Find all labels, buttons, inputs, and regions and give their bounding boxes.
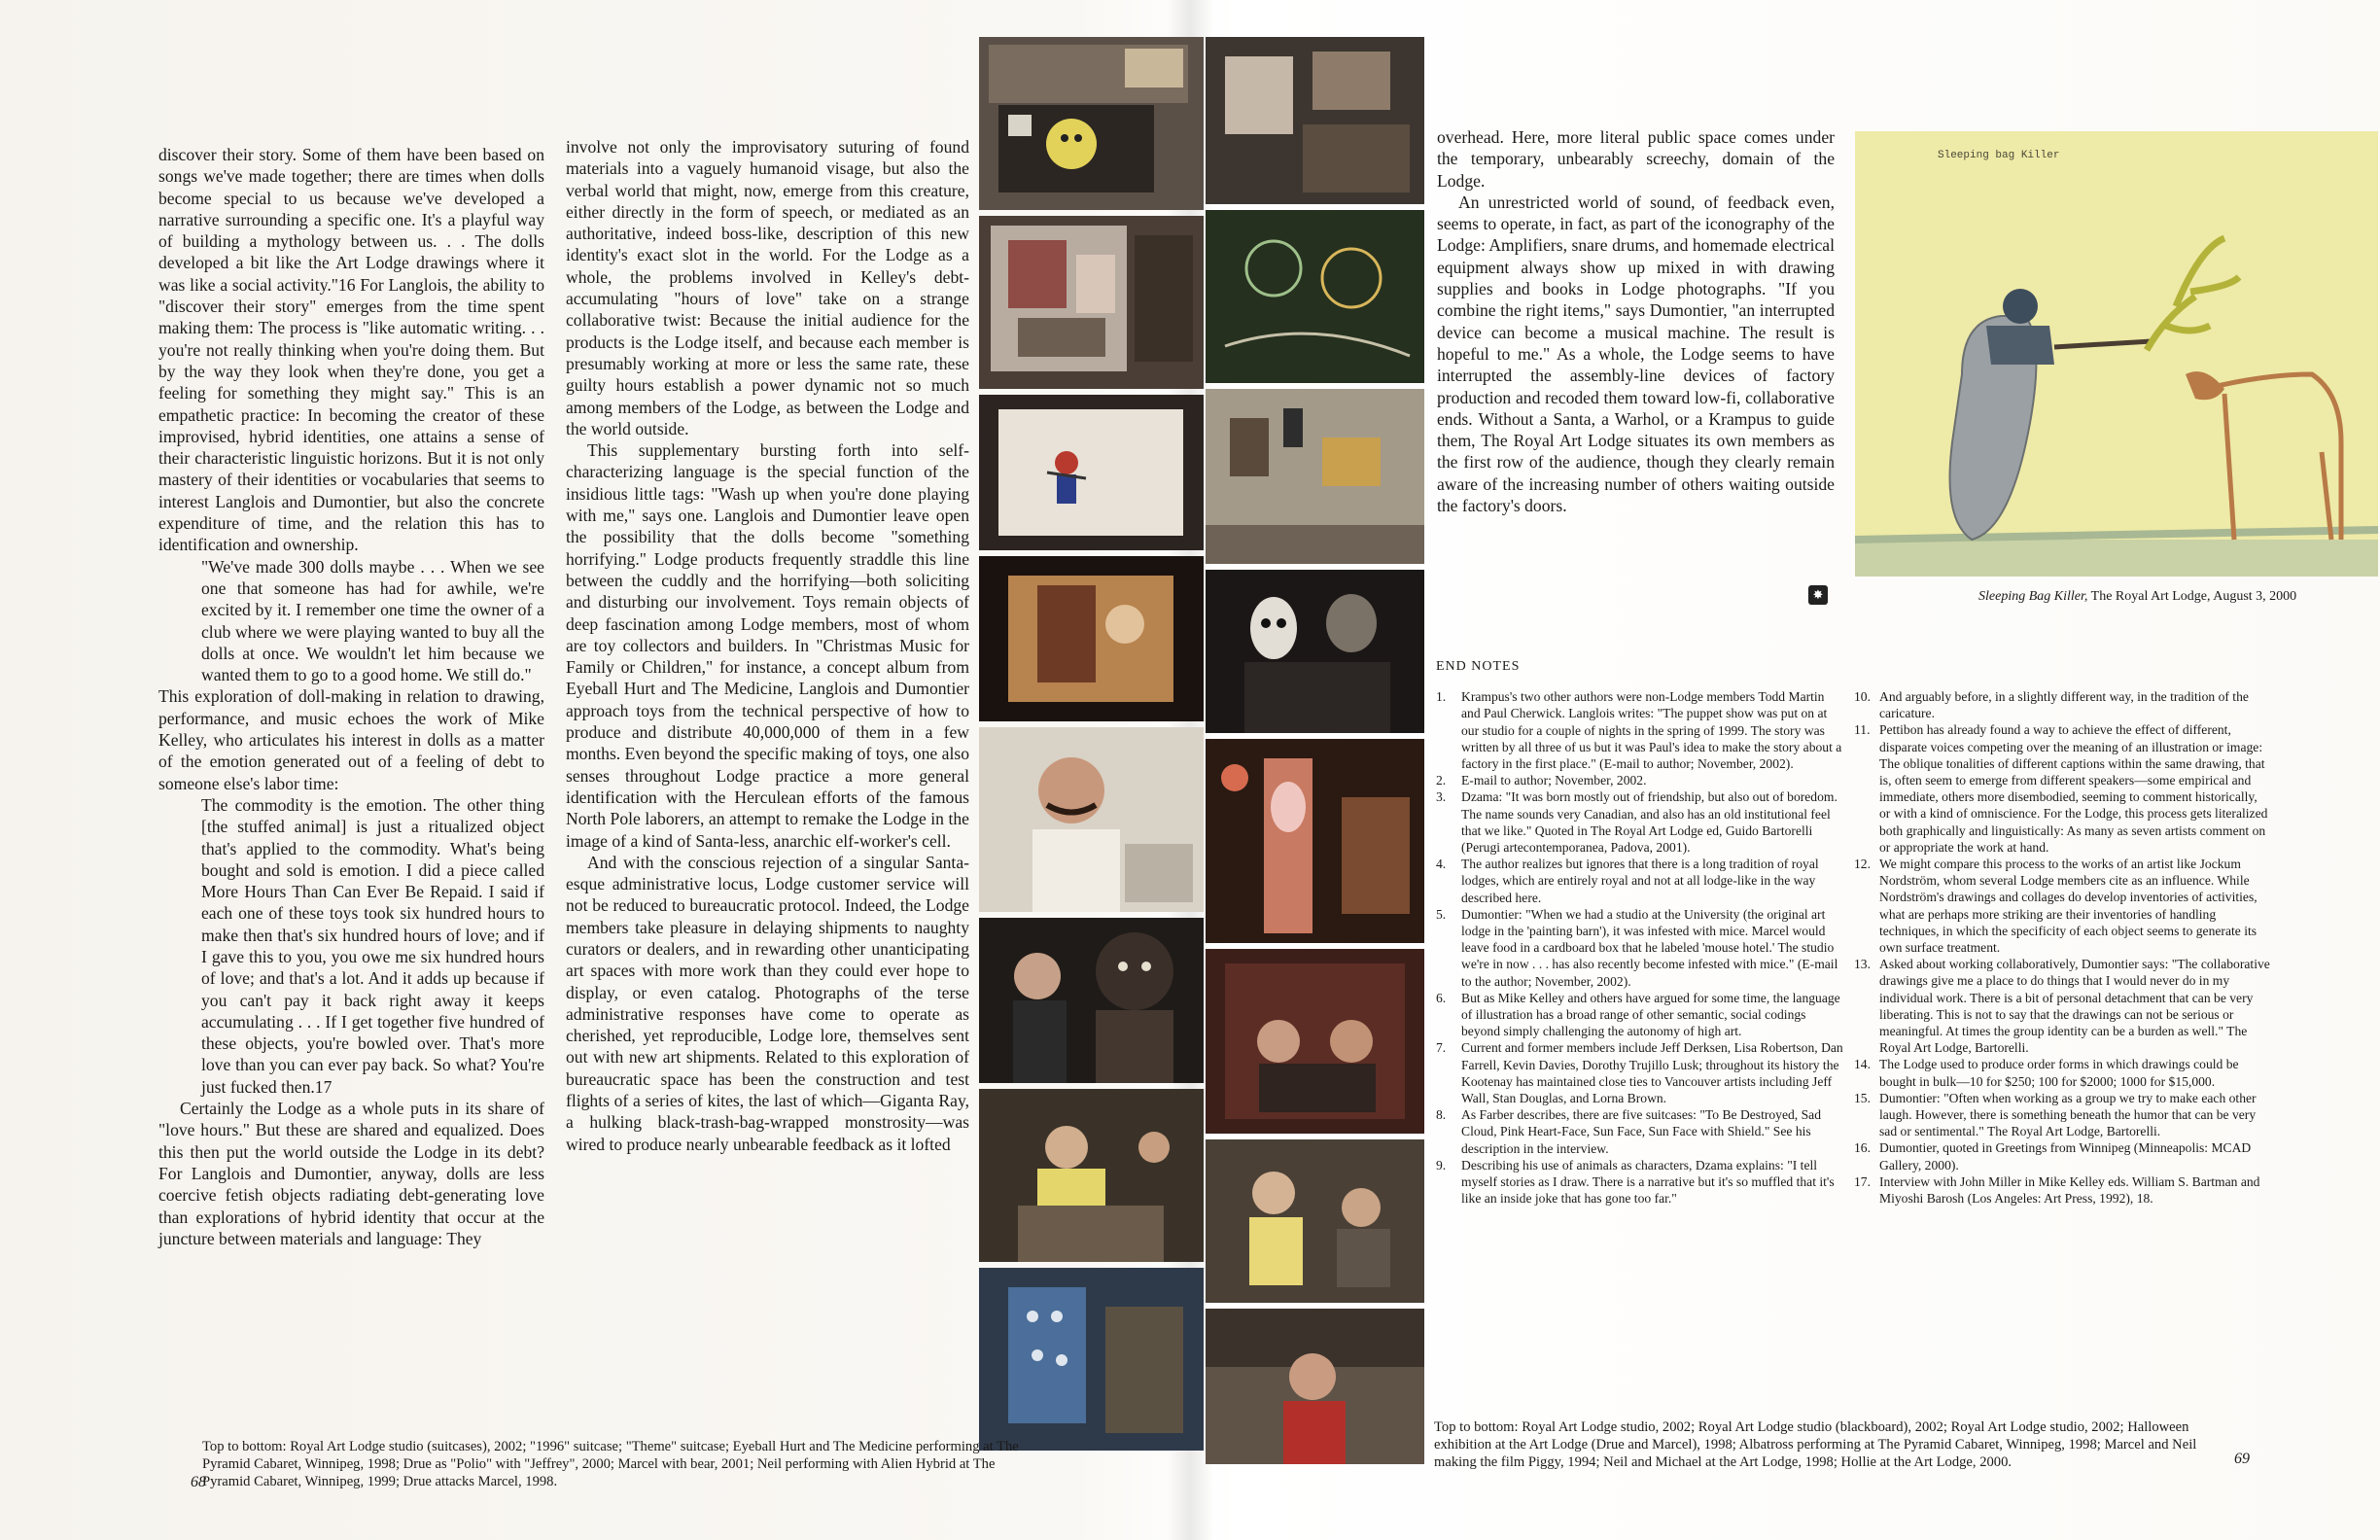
endnotes-column-b <box>1854 688 2270 1207</box>
photo-neil-and-michael <box>1206 1139 1424 1303</box>
endnote-number: 8. <box>1436 1107 1447 1123</box>
paragraph: This exploration of doll-making in relation to drawing, performance, and music echoes the work of Mike Kelley, who articulates his interest in dolls as a matter of the emotion generated out of a feeling of debt to someone else's labor time: <box>158 686 544 793</box>
endnote-text: E-mail to author; November, 2002. <box>1461 773 1647 788</box>
endnote-text: Pettibon has already found a way to achieve the effect of different, disparate voices competing over the meaning of an illustration or image: The oblique tonalities of different captions within the same drawing, that is, often seem to emerge from different speakers—some empirical and immediate, others more disembodied, seeming to comment historically, or with a kind of omniscience. For the Lodge, this process gets literalized both graphically and linguistically: As many as seven artists comment on or appropriate the work at hand. <box>1879 722 2268 855</box>
paragraph: And with the conscious rejection of a singular Santa-esque administrative locus, Lodge customer service will not be reduced to bureaucratic protocol. Indeed, the Lodge members take pleasure in delaying shipments to naughty curators or dealers, and in rewarding other unanticipating art spaces with more work than they could ever hope to display, or even catalog. Photographs of the terse administrative responses have come to operate as cherished, yet reproducible, Lodge lore, themselves sent out with new art shipments. Related to this exploration of bureaucratic space has been the construction and test flights of a series of kites, the last of which—Giganta Ray, a hulking black-trash-bag-wrapped monstrosity—was wired to produce nearly unbearable feedback as it lofted <box>566 852 969 1154</box>
photo-film-piggy <box>1206 949 1424 1134</box>
artwork-inscription: Sleeping bag Killer <box>1938 150 2060 161</box>
endnotes-list-a <box>1436 688 1844 1207</box>
endnote-text: Dzama: "It was born mostly out of friendship, but also out of boredom. The name sounds very Canadian, and also has an old institutional feel that we like." Quoted in The Royal Art Lodge ed, Guido Bartorelli (Perugi artecontemporanea, Padova, 2001). <box>1461 789 1838 856</box>
endnote-item <box>1854 1139 2270 1172</box>
photo-halloween-masks <box>1206 570 1424 733</box>
endnote-number: 16. <box>1854 1140 1871 1156</box>
left-photo-caption <box>202 1438 1019 1490</box>
endnote-item <box>1436 1106 1844 1157</box>
left-page-number: 68 <box>191 1474 206 1490</box>
paragraph: Certainly the Lodge as a whole puts in its share of "love hours." But these are shared and equalized. Does this then put the world outside the Lodge in its debt? For Langlois and Dumontier, anyway, dolls are less coercive fetish objects radiating debt-generating love than explorations of hybrid identity that occur at the juncture between materials and language: They <box>158 1099 544 1248</box>
endnote-number: 1. <box>1436 689 1447 705</box>
paragraph: An unrestricted world of sound, of feedback even, seems to operate, in fact, as part of the iconography of the Lodge: Amplifiers, snare drums, and homemade electrical equipment always show up mixed in with drawing supplies and books in Lodge photographs. "If you combine the right items," says Dumontier, "an interrupted device can become a musical machine. The result is hopeful to me." As a whole, the Lodge seems to have interrupted the assembly-line devices of factory production and recoded them toward low-fi, collaborative ends. Without a Santa, a Warhol, or a Krampus to guide them, The Royal Art Lodge situates its own members as the first row of the audience, though they clearly remain aware of the increasing number of others waiting outside the factory's doors. <box>1437 192 1835 516</box>
endnote-text: Current and former members include Jeff Derksen, Lisa Robertson, Dan Farrell, Kevin Davies, Dorothy Trujillo Lusk; throughout its history the Kootenay has maintained close ties to Vancouver artists including Jeff Wall, Stan Douglas, and Lorna Brown. <box>1461 1040 1843 1106</box>
endnote-number: 3. <box>1436 789 1447 805</box>
endnote-text: And arguably before, in a slightly different way, in the tradition of the caricature. <box>1879 689 2249 721</box>
paragraph: The commodity is the emotion. The other thing [the stuffed animal] is just a ritualized object that's applied to the commodity. What's being bought and sold is emotion. I did a piece called More Hours Than Can Ever Be Repaid. I said if each one of these toys took six hundred hours to make then that's six hundred hours of love; and if I gave this to you, you owe me six hundred hours of love; and that's a lot. And it adds up because if you can't pay it back right away it keeps accumulating . . . If I get together five hundred of these objects, you're bowled over. That's more love than you can ever pay back. So what? You're just fucked then.17 <box>201 794 544 1097</box>
endnote-number: 7. <box>1436 1040 1447 1056</box>
endnote-text: Describing his use of animals as characters, Dzama explains: "I tell myself stories as I draw. There is a narrative but it's so muffled that it's like an inside joke that has gone too far." <box>1461 1157 1835 1207</box>
endnote-item <box>1854 856 2270 956</box>
photo-theme-suitcase <box>979 395 1204 550</box>
endnote-text: The Lodge used to produce order forms in which drawings could be bought in bulk—10 for $250; 100 for $2000; 1000 for $15,000. <box>1879 1057 2239 1089</box>
endnote-item <box>1854 1090 2270 1140</box>
endnote-number: 6. <box>1436 990 1447 1005</box>
photo-1996-suitcase <box>979 216 1204 389</box>
right-page-column-1 <box>1437 126 1835 516</box>
photo-studio-wall <box>1206 389 1424 564</box>
paragraph: "We've made 300 dolls maybe . . . When we see one that someone has had for awhile, we're excited by it. I remember one time the owner of a club where we were playing wanted to buy all the dolls at once. We wouldn't let him because we wanted them to go to a good home. We still do." <box>201 556 544 685</box>
photo-marcel-with-bear <box>979 918 1204 1083</box>
endnote-text: Dumontier: "When we had a studio at the University (the original art lodge in the 'painting barn'), it was infested with mice. Marcel would leave food in a cardboard box that he labeled 'mouse hotel.' The studio we're in now . . . has also recently become infested with mice." (E-mail to the author; November, 2002). <box>1461 906 1838 989</box>
photo-studio <box>1206 37 1424 204</box>
endnote-text: Interview with John Miller in Mike Kelley eds. William S. Bartman and Miyoshi Barosh (Los Angeles: Art Press, 1992), 18. <box>1879 1173 2260 1207</box>
right-photo-caption <box>1434 1418 2212 1471</box>
paragraph: involve not only the improvisatory suturing of found materials into a vaguely humanoid visage, but also the verbal world that might, now, emerge from this creature, either directly in the form of speech, or mediated as an authoritative, indeed boss-like, description of this new identity's exact slot in the world. For the Lodge as a whole, the problems involved in Kelley's debt-accumulating "hours of love" take on a strange collaborative twist: Because the initial audience for the products is the Lodge itself, and because each member is presumably working at more or less the same rate, these guilty hours establish a power dynamic not so much among members of the Lodge, as between the Lodge and the world outside. <box>566 137 969 438</box>
endnote-number: 4. <box>1436 857 1447 872</box>
left-page-column-1 <box>158 144 544 1249</box>
photo-drue-attacks-marcel <box>979 1268 1204 1451</box>
photo-drue-as-polio <box>979 727 1204 912</box>
end-mark-icon: ✸ <box>1808 585 1828 605</box>
endnote-number: 15. <box>1854 1090 1871 1105</box>
endnotes-list-b <box>1854 688 2270 1207</box>
endnote-number: 9. <box>1436 1157 1447 1172</box>
paragraph: overhead. Here, more literal public space comes under the temporary, unbearably screechy, domain of the Lodge. <box>1437 127 1835 191</box>
endnote-item <box>1854 688 2270 721</box>
photo-suitcases <box>979 37 1204 210</box>
paragraph: This supplementary bursting forth into self-characterizing language is the special function of the insidious little tags: "Wash up when you're done playing with me," says one. Langlois and Dumontier leave open the possibility that the dolls become "something horrifying." Lodge products frequently straddle this line between the cuddly and the horrifying—both soliciting and disturbing our involvement. Toys remain objects of deep fascination among Lodge members, most of whom are toy collectors and builders. In "Christmas Music for Family or Children," for instance, a concept album from Eyeball Hurt and The Medicine, Langlois and Dumontier approach toys from the technical perspective of how to produce and distribute 40,000,000 of them in a few months. Even beyond the specific making of toys, one also senses throughout Lodge practice a more general identification with the Herculean efforts of the famous North Pole laborers, an attempt to remake the Lodge in the image of a kind of Santa-less, anarchic elf-worker's cell. <box>566 440 969 851</box>
right-page-number: 69 <box>2234 1451 2250 1467</box>
endnote-item <box>1436 688 1844 772</box>
endnote-item <box>1436 1157 1844 1208</box>
endnote-text: Dumontier, quoted in Greetings from Winnipeg (Minneapolis: MCAD Gallery, 2000). <box>1879 1140 2252 1172</box>
endnote-number: 11. <box>1854 722 1871 738</box>
endnotes-column-a <box>1436 658 1844 1208</box>
endnote-item <box>1436 856 1844 906</box>
endnote-text: The author realizes but ignores that there is a long tradition of royal lodges, which are entirely royal and not at all lodge-like in the way described here. <box>1461 857 1819 905</box>
artwork-sleeping-bag-killer <box>1855 131 2378 577</box>
right-caption-text: Top to bottom: Royal Art Lodge studio, 2002; Royal Art Lodge studio (blackboard), 2002; Royal Art Lodge studio, 2002; Halloween exhibition at the Art Lodge (Drue and Marcel), 1998; Albatross performing at The Pyramid Cabaret, Winnipeg, 1998; Marcel and Neil making the film Piggy, 1994; Neil and Michael at the Art Lodge, 1998; Hollie at the Art Lodge, 2000. <box>1434 1419 2197 1470</box>
endnote-item <box>1436 906 1844 990</box>
paragraph: discover their story. Some of them have been based on songs we've made together; there are times when dolls become special to us because we've developed a narrative surrounding a specific one. It's a playful way of building a mythology between us. . . The dolls developed a bit like the Art Lodge drawings where it was like a social activity."16 For Langlois, the ability to "discover their story" emerges from the time spent making them: The process is "like automatic writing. . . you're not really thinking when you're doing them. But by the way they look when they're done, you get a feeling for something they might say." This is an empathetic practice: In becoming the creator of these improvised, hybrid identities, one attains a sense of their characteristic linguistic horizons. But it is not only mastery of their identities or vocabularies that seems to interest Langlois and Dumontier, but also the concrete expenditure of time, and the relation this has to identification and ownership. <box>158 145 544 555</box>
photo-hollie <box>1206 1309 1424 1464</box>
endnote-item <box>1436 788 1844 856</box>
photo-eyeball-hurt-performance <box>979 556 1204 721</box>
left-page-column-2 <box>566 136 969 1155</box>
endnote-number: 17. <box>1854 1173 1871 1189</box>
endnote-item <box>1854 1056 2270 1089</box>
endnote-item <box>1436 772 1844 788</box>
left-caption-text: Top to bottom: Royal Art Lodge studio (suitcases), 2002; "1996" suitcase; "Theme" suitcase; Eyeball Hurt and The Medicine performing at The Pyramid Cabaret, Winnipeg, 1998; Drue as "Polio" with "Jeffrey", 2000; Marcel with bear, 2001; Neil performing with Alien Hybrid at The Pyramid Cabaret, Winnipeg, 1999; Drue attacks Marcel, 1998. <box>202 1439 1019 1489</box>
right-photo-strip <box>1206 37 1424 1470</box>
endnote-item <box>1854 956 2270 1056</box>
endnote-item <box>1854 1173 2270 1207</box>
left-photo-strip <box>979 37 1204 1456</box>
photo-blackboard <box>1206 210 1424 383</box>
endnote-text: Dumontier: "Often when working as a group we try to make each other laugh. However, there is something beneath the humor that can be very sad or sentimental." The Royal Art Lodge, Bartorelli. <box>1879 1090 2257 1139</box>
artwork-caption-title: Sleeping Bag Killer, <box>1978 589 2088 604</box>
endnote-item <box>1436 990 1844 1040</box>
endnote-number: 13. <box>1854 957 1871 972</box>
photo-albatross-performing <box>1206 739 1424 943</box>
endnote-text: Krampus's two other authors were non-Lodge members Todd Martin and Paul Cherwick. Langlois writes: "The puppet show was put on at our studio for a couple of nights in the spring of 1999. The story was written by all three of us but it was Paul's idea to make the story about a factory in the first place." (E-mail to author; November, 2002). <box>1461 689 1842 772</box>
artwork-caption-credit: The Royal Art Lodge, August 3, 2000 <box>2087 589 2297 604</box>
endnotes-heading: END NOTES <box>1436 659 1521 674</box>
artwork-caption <box>1978 588 2377 606</box>
endnote-number: 10. <box>1854 689 1871 704</box>
photo-neil-performing <box>979 1089 1204 1262</box>
endnote-text: But as Mike Kelley and others have argued for some time, the language of illustration has a broad range of other semantic, social codings beyond simply challenging the autonomy of high art. <box>1461 990 1840 1039</box>
endnote-text: Asked about working collaboratively, Dumontier says: "The collaborative drawings give me a place to do things that I would never do in my individual work. There is a bit of personal detachment that can be very liberating. This is not to say that the drawings can not be serious or meaningful. At times the group identity can be a burden as well." The Royal Art Lodge, Bartorelli. <box>1879 957 2270 1056</box>
endnote-item <box>1436 1039 1844 1106</box>
endnote-number: 5. <box>1436 906 1447 922</box>
endnote-item <box>1854 721 2270 856</box>
endnote-text: We might compare this process to the works of an artist like Jockum Nordström, whom several Lodge members cite as an influence. While Nordström's drawings and collages do develop inventories of activities, what are perhaps more striking are their inventories of handling techniques, in which the specificity of each object seems to generate its own surface treatment. <box>1879 857 2258 956</box>
endnote-number: 14. <box>1854 1057 1871 1072</box>
endnote-text: As Farber describes, there are five suitcases: "To Be Destroyed, Sad Cloud, Pink Heart-Face, Sun Face, Sun Face with Shield." See his description in the interview. <box>1461 1107 1821 1156</box>
endnote-number: 2. <box>1436 773 1447 788</box>
endnote-number: 12. <box>1854 857 1871 872</box>
